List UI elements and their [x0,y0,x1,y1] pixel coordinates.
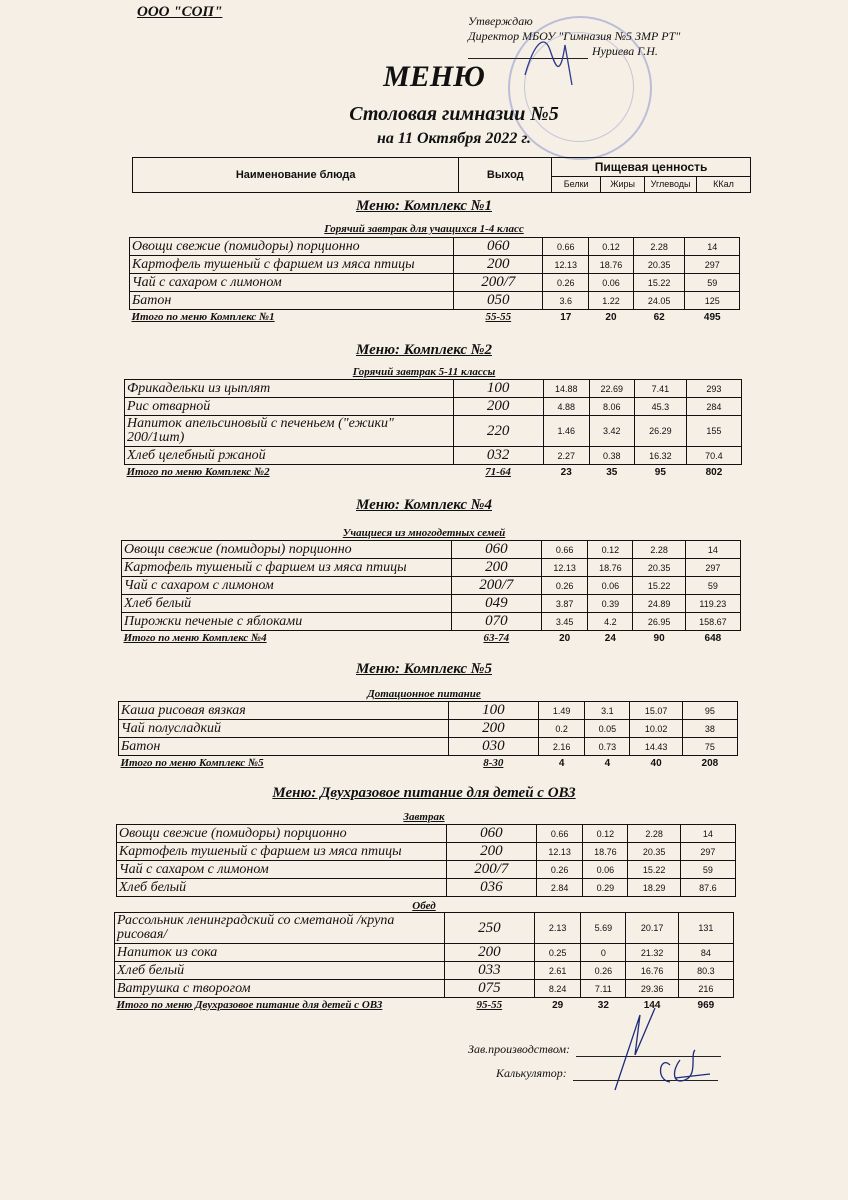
dish-kcal: 95 [682,702,737,720]
dish-proteins: 14.88 [543,380,589,398]
dish-name: Чай с сахаром с лимоном [122,577,452,595]
dish-fats: 0.12 [589,238,634,256]
dish-output: 060 [454,238,543,256]
dish-row [125,447,742,465]
dish-proteins: 1.49 [539,702,585,720]
dish-output: 200/7 [451,577,541,595]
dish-proteins: 2.27 [543,447,589,465]
total-kcal: 969 [697,999,715,1011]
dish-kcal: 38 [682,720,737,738]
dish-kcal: 14 [680,825,735,843]
dish-fats: 0.05 [585,720,630,738]
col-nutrition-header: Пищевая ценность [552,158,751,177]
col-name-header: Наименование блюда [133,158,459,193]
total-kcal: 495 [703,311,721,323]
total-row [130,310,740,325]
dish-proteins: 0.26 [542,577,588,595]
dish-name: Фрикадельки из цыплят [125,380,454,398]
director-name: Нуриева Г.Н. [592,44,658,58]
dish-output: 030 [448,738,538,756]
dish-output: 036 [446,879,536,897]
dish-proteins: 2.61 [535,962,581,980]
dish-row [122,541,741,559]
menu-table [121,540,741,645]
dish-proteins: 12.13 [543,256,589,274]
total-carbs: 144 [643,999,661,1011]
total-proteins: 17 [560,311,572,323]
total-fats: 32 [597,999,609,1011]
dish-name: Хлеб целебный ржаной [125,447,454,465]
dish-kcal: 84 [678,944,733,962]
dish-proteins: 12.13 [542,559,588,577]
dish-output: 032 [453,447,543,465]
dish-output: 200/7 [446,861,536,879]
dish-kcal: 293 [686,380,741,398]
dish-kcal: 59 [680,861,735,879]
dish-kcal: 59 [685,577,740,595]
dish-row [119,702,738,720]
dish-row [130,274,740,292]
dish-carbs: 45.3 [634,398,686,416]
dish-fats: 4.2 [588,613,633,631]
dish-row [125,398,742,416]
dish-name: Рассольник ленинградский со сметаной /крупа рисовая/ [115,913,445,944]
total-label: Итого по меню Комплекс №5 [120,757,264,769]
dish-proteins: 0.66 [537,825,583,843]
menu-table [118,701,738,770]
dish-carbs: 15.22 [633,274,685,292]
dish-row [130,256,740,274]
dish-carbs: 20.35 [633,256,685,274]
total-fats: 24 [604,632,616,644]
dish-row [115,980,734,998]
dish-kcal: 155 [686,416,741,447]
dish-kcal: 80.3 [678,962,733,980]
total-fats: 35 [606,466,618,478]
dish-carbs: 26.29 [634,416,686,447]
dish-name: Чай с сахаром с лимоном [130,274,454,292]
dish-kcal: 284 [686,398,741,416]
dish-carbs: 24.89 [633,595,685,613]
total-row [119,756,738,771]
dish-row [119,720,738,738]
dish-fats: 0.39 [588,595,633,613]
dish-row [115,913,734,944]
dish-proteins: 3.6 [543,292,589,310]
dish-output: 200 [454,256,543,274]
page-title: МЕНЮ [383,60,485,93]
dish-carbs: 2.28 [628,825,680,843]
calculator-label: Калькулятор: [496,1066,567,1080]
dish-row [117,843,736,861]
section-title: Меню: Комплекс №1 [356,198,492,214]
dish-row [122,613,741,631]
dish-fats: 0.73 [585,738,630,756]
dish-name: Каша рисовая вязкая [119,702,449,720]
dish-kcal: 125 [685,292,740,310]
column-header-table [132,157,751,193]
page-subtitle: Столовая гимназии №5 [349,103,559,125]
dish-carbs: 15.07 [630,702,682,720]
dish-output: 100 [453,380,543,398]
dish-row [119,738,738,756]
menu-table [114,912,734,1012]
menu-date: на 11 Октября 2022 г. [376,130,532,147]
dish-carbs: 16.76 [626,962,678,980]
section-title: Меню: Комплекс №2 [356,342,492,358]
total-kcal: 648 [704,632,722,644]
dish-carbs: 16.32 [634,447,686,465]
total-carbs: 62 [653,311,665,323]
dish-proteins: 2.13 [535,913,581,944]
dish-fats: 1.22 [589,292,634,310]
dish-carbs: 20.35 [633,559,685,577]
dish-name: Напиток апельсиновый с печеньем ("ежики" 200/1шт) [125,416,454,447]
dish-output: 200 [446,843,536,861]
section-title: Меню: Комплекс №5 [356,661,492,677]
dish-row [130,238,740,256]
total-output: 71-64 [485,466,511,478]
dish-name: Пирожки печеные с яблоками [122,613,452,631]
dish-name: Картофель тушеный с фаршем из мяса птицы [117,843,447,861]
total-output: 63-74 [483,632,510,644]
dish-proteins: 0.25 [535,944,581,962]
dish-output: 250 [444,913,534,944]
total-fats: 20 [605,311,617,323]
dish-carbs: 7.41 [634,380,686,398]
dish-proteins: 4.88 [543,398,589,416]
total-carbs: 95 [654,466,666,478]
dish-name: Напиток из сока [115,944,445,962]
section-subtitle: Горячий завтрак 5-11 классы [352,366,496,378]
dish-kcal: 131 [678,913,733,944]
dish-name: Картофель тушеный с фаршем из мяса птицы [130,256,454,274]
dish-output: 049 [451,595,541,613]
total-label: Итого по меню Комплекс №4 [123,632,267,644]
dish-proteins: 8.24 [535,980,581,998]
dish-proteins: 1.46 [543,416,589,447]
total-label: Итого по меню Комплекс №1 [131,311,275,323]
dish-kcal: 70.4 [686,447,741,465]
dish-row [117,879,736,897]
dish-proteins: 2.84 [537,879,583,897]
total-kcal: 208 [701,757,719,769]
col-proteins-header: Белки [552,176,601,192]
dish-fats: 18.76 [588,559,633,577]
dish-kcal: 14 [685,541,740,559]
total-proteins: 23 [560,466,572,478]
dish-carbs: 18.29 [628,879,680,897]
dish-output: 200 [448,720,538,738]
dish-fats: 0.38 [589,447,634,465]
dish-row [125,380,742,398]
dish-row [122,559,741,577]
dish-proteins: 0.66 [543,238,589,256]
dish-fats: 18.76 [583,843,628,861]
dish-proteins: 3.45 [542,613,588,631]
dish-kcal: 216 [678,980,733,998]
dish-output: 200/7 [454,274,543,292]
dish-carbs: 29.36 [626,980,678,998]
section-title: Меню: Комплекс №4 [356,497,492,513]
dish-fats: 18.76 [589,256,634,274]
dish-kcal: 297 [685,256,740,274]
dish-carbs: 20.17 [626,913,678,944]
dish-carbs: 2.28 [633,238,685,256]
dish-fats: 0.06 [583,861,628,879]
dish-name: Чай с сахаром с лимоном [117,861,447,879]
col-carbs-header: Углеводы [645,176,697,192]
dish-name: Хлеб белый [117,879,447,897]
total-label: Итого по меню Комплекс №2 [126,466,270,478]
dish-name: Хлеб белый [115,962,445,980]
dish-name: Картофель тушеный с фаршем из мяса птицы [122,559,452,577]
dish-output: 200 [451,559,541,577]
menu-table [116,824,736,897]
total-kcal: 802 [705,466,723,478]
section-title: Меню: Двухразовое питание для детей с ОВЗ [272,785,576,801]
dish-proteins: 0.66 [542,541,588,559]
section-subtitle: Учащиеся из многодетных семей [342,527,506,539]
production-label: Зав.производством: [468,1042,571,1056]
dish-carbs: 24.05 [633,292,685,310]
col-kcal-header: ККал [697,176,751,192]
dish-row [122,577,741,595]
section-subtitle: Завтрак [403,811,445,823]
dish-name: Батон [130,292,454,310]
dish-fats: 0.06 [589,274,634,292]
approve-label: Утверждаю [468,14,533,28]
dish-row [117,861,736,879]
dish-fats: 0.29 [583,879,628,897]
dish-proteins: 0.2 [539,720,585,738]
dish-row [117,825,736,843]
dish-kcal: 87.6 [680,879,735,897]
dish-name: Чай полусладкий [119,720,449,738]
dish-output: 075 [444,980,534,998]
dish-row [115,962,734,980]
total-row [125,465,742,480]
section-subtitle: Горячий завтрак для учащихся 1-4 класс [324,223,524,235]
dish-row [122,595,741,613]
dish-kcal: 119.23 [685,595,740,613]
dish-name: Овощи свежие (помидоры) порционно [122,541,452,559]
dish-fats: 0.26 [581,962,626,980]
dish-kcal: 14 [685,238,740,256]
dish-proteins: 3.87 [542,595,588,613]
dish-carbs: 15.22 [628,861,680,879]
dish-output: 200 [453,398,543,416]
dish-row [130,292,740,310]
total-carbs: 40 [650,757,662,769]
dish-carbs: 2.28 [633,541,685,559]
dish-output: 060 [451,541,541,559]
dish-output: 220 [453,416,543,447]
dish-row [115,944,734,962]
organization-name: ООО "СОП" [137,4,223,20]
total-output: 8-30 [483,757,504,769]
dish-fats: 0.12 [588,541,633,559]
total-proteins: 4 [558,757,565,769]
dish-output: 200 [444,944,534,962]
total-carbs: 90 [653,632,665,644]
dish-proteins: 0.26 [537,861,583,879]
chef-signature-icon [610,1000,720,1095]
col-fats-header: Жиры [601,176,645,192]
total-fats: 4 [604,757,611,769]
dish-output: 060 [446,825,536,843]
dish-name: Хлеб белый [122,595,452,613]
total-label: Итого по меню Двухразовое питание для детей с ОВЗ [116,999,383,1011]
dish-fats: 8.06 [589,398,634,416]
dish-fats: 0.06 [588,577,633,595]
dish-fats: 0.12 [583,825,628,843]
dish-name: Рис отварной [125,398,454,416]
total-proteins: 20 [559,632,571,644]
dish-row [125,416,742,447]
dish-proteins: 0.26 [543,274,589,292]
dish-fats: 3.42 [589,416,634,447]
dish-fats: 0 [581,944,626,962]
dish-kcal: 297 [685,559,740,577]
dish-fats: 7.11 [581,980,626,998]
dish-fats: 5.69 [581,913,626,944]
dish-name: Овощи свежие (помидоры) порционно [117,825,447,843]
section-subtitle: Обед [412,900,436,912]
total-output: 95-55 [476,999,503,1011]
dish-kcal: 75 [682,738,737,756]
total-row [122,631,741,646]
dish-carbs: 10.02 [630,720,682,738]
dish-carbs: 21.32 [626,944,678,962]
total-proteins: 29 [552,999,564,1011]
dish-proteins: 2.16 [539,738,585,756]
dish-kcal: 59 [685,274,740,292]
col-output-header: Выход [459,158,552,193]
dish-name: Батон [119,738,449,756]
dish-output: 033 [444,962,534,980]
dish-output: 070 [451,613,541,631]
total-output: 55-55 [485,311,512,323]
dish-name: Ватрушка с творогом [115,980,445,998]
dish-carbs: 20.35 [628,843,680,861]
menu-table [124,379,742,479]
dish-carbs: 15.22 [633,577,685,595]
dish-name: Овощи свежие (помидоры) порционно [130,238,454,256]
dish-fats: 3.1 [585,702,630,720]
director-title: Директор МБОУ "Гимназия №5 ЗМР РТ" [468,29,681,43]
section-subtitle: Дотационное питание [367,688,481,700]
dish-carbs: 14.43 [630,738,682,756]
dish-kcal: 158.67 [685,613,740,631]
dish-kcal: 297 [680,843,735,861]
menu-table [129,237,740,324]
dish-output: 050 [454,292,543,310]
dish-proteins: 12.13 [537,843,583,861]
dish-fats: 22.69 [589,380,634,398]
dish-output: 100 [448,702,538,720]
dish-carbs: 26.95 [633,613,685,631]
